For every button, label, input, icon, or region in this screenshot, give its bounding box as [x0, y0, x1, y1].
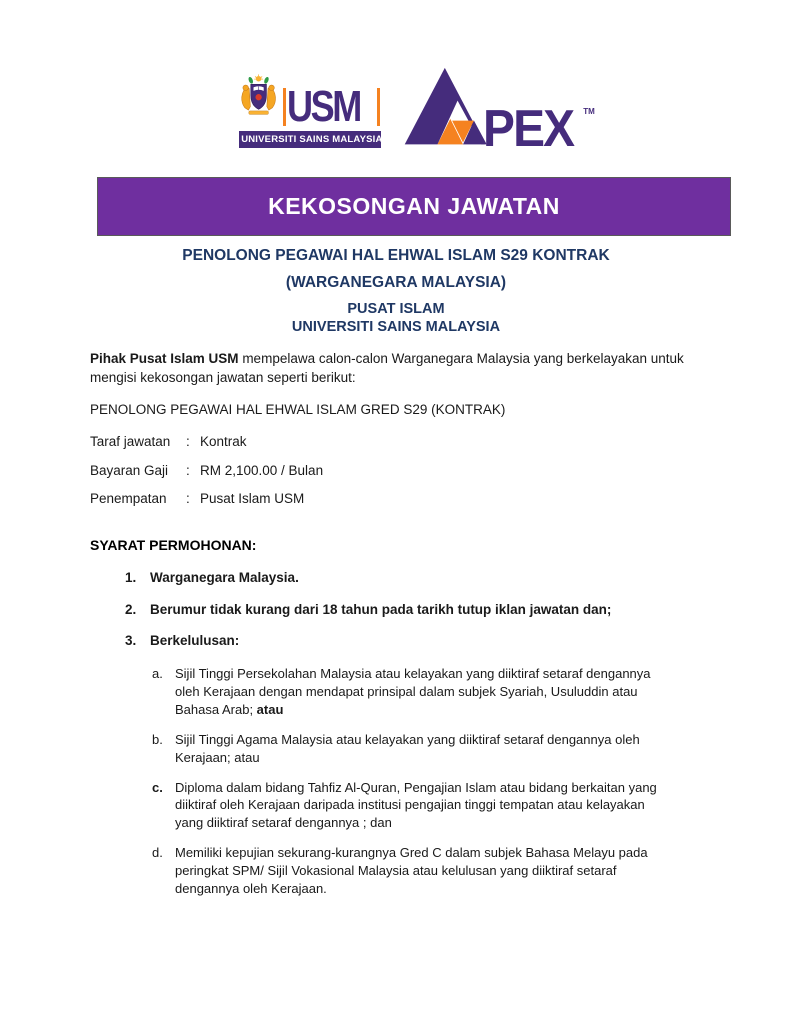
usm-orange-bar: [283, 88, 286, 126]
detail-separator: :: [186, 462, 190, 478]
list-marker: d.: [152, 845, 163, 861]
intro-paragraph: [90, 349, 706, 387]
position-title: PENOLONG PEGAWAI HAL EHWAL ISLAM S29 KONTRAK: [182, 247, 610, 264]
usm-orange-bar: [377, 88, 380, 126]
detail-row-bayaran-gaji: [90, 463, 706, 478]
list-marker: 3.: [125, 633, 137, 649]
list-item: [90, 570, 706, 585]
banner-title: KEKOSONGAN JAWATAN: [268, 193, 560, 219]
list-item-text: Sijil Tinggi Persekolahan Malaysia atau kelayakan yang diiktiraf setaraf dengannya oleh Kerajaan dengan mendapat prinsipal dalam subjek Syariah, Usuluddin atau Bahasa Arab; atau: [175, 665, 651, 717]
vacancy-banner: [97, 177, 731, 236]
list-item-text: Sijil Tinggi Agama Malaysia atau kelayakan yang diiktiraf setaraf dengannya oleh Kerajaan; atau: [175, 731, 640, 765]
intro-lead: Pihak Pusat Islam USM: [90, 351, 239, 366]
list-item-text: Berumur tidak kurang dari 18 tahun pada tarikh tutup iklan jawatan dan;: [150, 601, 612, 617]
usm-logo: [239, 64, 381, 148]
header-logos: [20, 0, 792, 158]
job-details: [90, 434, 706, 506]
detail-value: Kontrak: [200, 434, 247, 450]
detail-value: Pusat Islam USM: [200, 491, 305, 507]
department-name: PUSAT ISLAM: [347, 301, 445, 317]
position-line: PENOLONG PEGAWAI HAL EHWAL ISLAM GRED S29 (KONTRAK): [90, 402, 506, 418]
list-item-text: Berkelulusan:: [150, 633, 240, 649]
detail-separator: :: [186, 434, 190, 450]
apex-trademark: TM: [583, 107, 595, 116]
list-item-text: Warganegara Malaysia.: [150, 570, 299, 586]
list-item: [90, 844, 675, 898]
detail-row-taraf-jawatan: [90, 434, 706, 449]
university-name: UNIVERSITI SAINS MALAYSIA: [291, 318, 501, 335]
document-body: [90, 349, 706, 910]
intro-text: mempelawa calon-calon Warganegara Malaysia yang berkelayakan untuk mengisi kekosongan jawatan seperti berikut:: [90, 351, 684, 386]
list-marker: c.: [152, 779, 163, 795]
detail-label: Taraf jawatan: [90, 434, 171, 450]
requirements-heading: SYARAT PERMOHONAN:: [90, 537, 257, 554]
list-item: [90, 633, 706, 648]
apex-triangle-icon: [397, 66, 489, 148]
detail-label: Penempatan: [90, 491, 167, 507]
list-item: [90, 665, 675, 719]
usm-wordmark: UNIVERSITI SAINS MALAYSIA: [239, 131, 381, 148]
usm-acronym: USM: [287, 82, 361, 132]
list-item: [90, 602, 706, 617]
detail-label: Bayaran Gaji: [90, 462, 169, 478]
list-marker: 2.: [125, 601, 137, 617]
list-item-text: Diploma dalam bidang Tahfiz Al-Quran, Pengajian Islam atau bidang berkaitan yang diiktiraf oleh Kerajaan daripada institusi pengajian tinggi tempatan atau kelayakan yang diiktiraf setaraf dengannya ; dan: [175, 779, 657, 831]
detail-row-penempatan: [90, 491, 706, 506]
apex-letters: PEX: [483, 99, 574, 158]
requirements-numbered-list: [90, 570, 706, 648]
title-block: [0, 247, 792, 336]
list-marker: b.: [152, 731, 163, 747]
detail-separator: :: [186, 491, 190, 507]
list-item-text: Memiliki kepujian sekurang-kurangnya Gred C dalam subjek Bahasa Melayu pada peringkat SPM/ Sijil Vokasional Malaysia atau kelulusan yang diiktiraf setaraf dengannya oleh Kerajaan.: [175, 845, 648, 897]
detail-value: RM 2,100.00 / Bulan: [200, 462, 324, 478]
apex-logo: [397, 64, 595, 158]
list-marker: a.: [152, 665, 163, 681]
list-item: [90, 779, 675, 833]
list-marker: 1.: [125, 570, 137, 586]
citizenship-note: (WARGANEGARA MALAYSIA): [285, 274, 507, 291]
usm-crest-icon: [239, 64, 278, 128]
list-item: [90, 731, 675, 767]
qualifications-lettered-list: [90, 665, 675, 898]
